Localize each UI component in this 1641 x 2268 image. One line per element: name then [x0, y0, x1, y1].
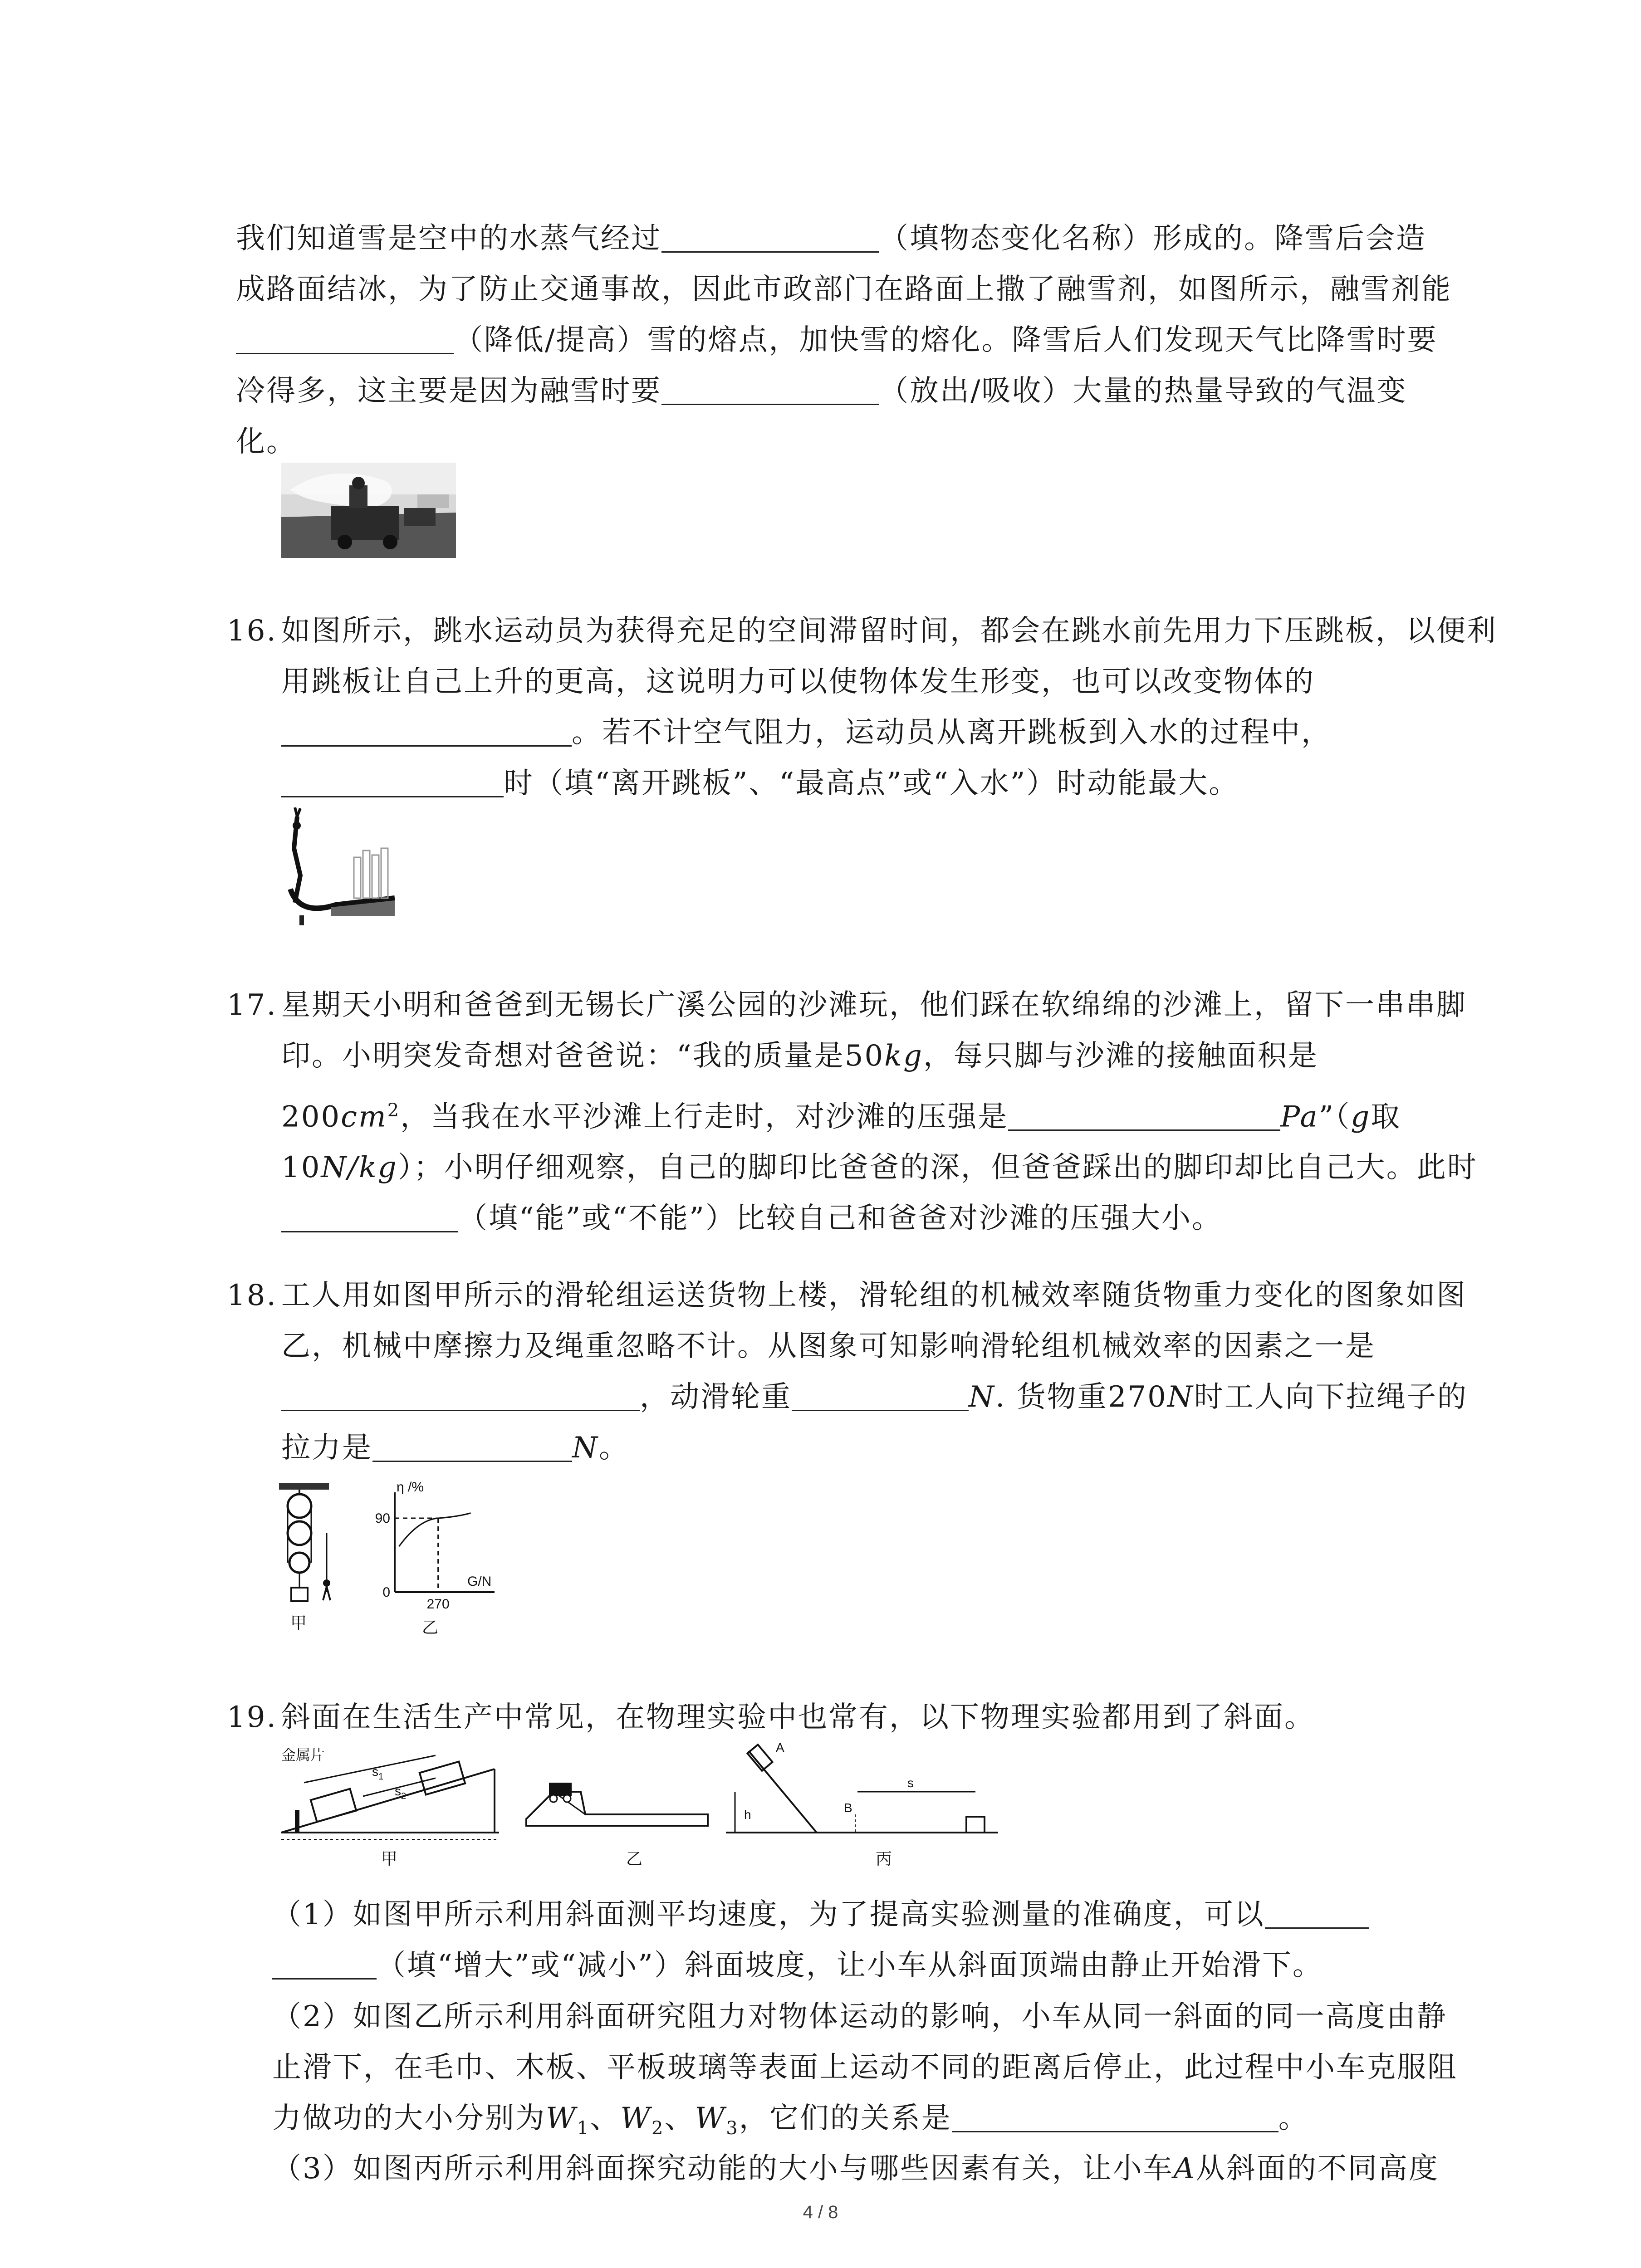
q18-unit-n2: N — [1167, 1380, 1194, 1414]
q19-s2-text-c: 。 — [1278, 2102, 1309, 2135]
q17-text-6: ）；小明仔细观察，自己的脚印比爸爸的深，但爸爸踩出的脚印却比自己大。此时 — [397, 1151, 1478, 1185]
question-number: 17. — [227, 988, 277, 1022]
efficiency-graph — [375, 1480, 495, 1637]
q17-pa: Pa — [1280, 1100, 1319, 1134]
q16-text-3: 时（填“离开跳板”、“最高点”或“入水”）时动能最大。 — [504, 767, 1239, 800]
q19-s2-text-b: ，它们的关系是 — [739, 2102, 952, 2135]
q18-text-1: 工人用如图甲所示的滑轮组运送货物上楼，滑轮组的机械效率随货物重力变化的图象如图乙，机械中摩擦力及绳重忽略不计。从图象可知影响滑轮组机械效率的因素之一是 — [281, 1279, 1467, 1363]
q15-blank-2[interactable] — [236, 317, 454, 354]
w3-sub: 3 — [726, 2117, 739, 2139]
q17-gunit: N/kg — [321, 1151, 398, 1185]
x-tick-270: 270 — [426, 1597, 450, 1612]
incline-yi — [526, 1783, 708, 1868]
q18-blank-3[interactable] — [372, 1424, 572, 1462]
q15-text-1: 我们知道雪是空中的水蒸气经过 — [236, 222, 661, 255]
label-fig-bing: 丙 — [876, 1849, 892, 1868]
q16-text-1: 如图所示，跳水运动员为获得充足的空间滞留时间，都会在跳水前先用力下压跳板，以便利用跳板让自己上升的更高，这说明力可以使物体发生形变，也可以改变物体的 — [281, 614, 1497, 699]
question-15 — [236, 213, 1452, 467]
label-b: B — [844, 1801, 852, 1815]
q18-blank-1[interactable] — [281, 1374, 640, 1411]
label-s1: s — [372, 1765, 378, 1779]
q15-blank-3[interactable] — [661, 367, 879, 405]
question-18 — [227, 1270, 1497, 1473]
q17-blank-2[interactable] — [281, 1195, 458, 1232]
q17-text-4: ”（ — [1318, 1100, 1351, 1134]
q19-blank-1-cont[interactable] — [272, 1942, 377, 1980]
label-s2-sub: 2 — [401, 1791, 407, 1801]
question-number: 16. — [227, 614, 277, 648]
q17-text-5: 取 — [1371, 1100, 1401, 1134]
pulley-efficiency-figure — [272, 1479, 508, 1651]
diver-figure — [281, 807, 404, 925]
q15-blank-1[interactable] — [661, 215, 879, 253]
sep-2: 、 — [664, 2102, 695, 2135]
q17-blank-1[interactable] — [1008, 1093, 1280, 1131]
question-17 — [227, 980, 1497, 1244]
q19-blank-2[interactable] — [952, 2095, 1279, 2132]
label-yi: 乙 — [422, 1618, 439, 1637]
snow-truck-photo — [281, 463, 456, 558]
w3: W — [695, 2102, 726, 2135]
label-metal: 金属片 — [281, 1747, 325, 1763]
label-h: h — [744, 1808, 751, 1822]
q16-blank-1[interactable] — [281, 709, 572, 747]
y-axis-label: η /% — [397, 1480, 424, 1495]
label-fig-yi: 乙 — [626, 1849, 643, 1868]
question-19 — [227, 1692, 1497, 1743]
q15-text-4: （放出/吸收）大量的热量导致的气温变化。 — [236, 374, 1407, 459]
w2-sub: 2 — [652, 2117, 665, 2139]
label-s2: s — [395, 1784, 401, 1798]
q18-text-3: . 货物重 — [995, 1380, 1108, 1414]
q18-unit-n1: N — [969, 1380, 995, 1414]
label-fig-jia: 甲 — [381, 1849, 398, 1868]
question-number: 19. — [227, 1701, 277, 1734]
q17-area-exp: 2 — [387, 1100, 401, 1121]
question-number: 18. — [227, 1279, 277, 1312]
q15-text-3: （降低/提高）雪的熔点，加快雪的熔化。降雪后人们发现天气比降雪时要冷得多，这主要是因为融雪时要 — [236, 323, 1438, 408]
q17-text-1: 星期天小明和爸爸到无锡长广溪公园的沙滩玩，他们踩在软绵绵的沙滩上，留下一串串脚印。小明突发奇想对爸爸说：“我的质量是 — [281, 988, 1467, 1073]
q18-text-4: 时工人向下拉绳子的拉力是 — [281, 1380, 1468, 1465]
incline-bing — [726, 1742, 998, 1868]
q19-s3-text-b: 从斜面的不同高度 — [1195, 2152, 1439, 2185]
q19-s1-text-b: （填“增大”或“减小”）斜面坡度，让小车从斜面顶端由静止开始滑下。 — [377, 1949, 1323, 1982]
page-number: 4 / 8 — [803, 2202, 838, 2222]
q18-weight: 270 — [1107, 1380, 1167, 1414]
q17-mass: 50 — [844, 1039, 885, 1073]
incline-jia — [281, 1747, 499, 1868]
q19-part-2 — [272, 1991, 1461, 2154]
q19-blank-1[interactable] — [1265, 1891, 1369, 1929]
q17-mass-unit: kg — [884, 1039, 923, 1073]
q17-text-2: ，每只脚与沙滩的接触面积是 — [923, 1039, 1318, 1073]
q19-part-3 — [272, 2143, 1461, 2194]
w1-sub: 1 — [577, 2117, 590, 2139]
question-16 — [227, 606, 1497, 809]
q19-s3-text-a: （3）如图丙所示利用斜面探究动能的大小与哪些因素有关，让小车 — [272, 2152, 1174, 2185]
q16-blank-2[interactable] — [281, 760, 504, 797]
q19-intro: 斜面在生活生产中常见，在物理实验中也常有，以下物理实验都用到了斜面。 — [281, 1701, 1315, 1734]
q17-text-3: ，当我在水平沙滩上行走时，对沙滩的压强是 — [400, 1100, 1009, 1134]
q19-s2-text-a: （2）如图乙所示利用斜面研究阻力对物体运动的影响，小车从同一斜面的同一高度由静止滑下，在毛巾、木板、平板玻璃等表面上运动不同的距离后停止，此过程中小车克服阻力做功的大小分别为 — [272, 2000, 1458, 2135]
pulley-diagram — [279, 1483, 330, 1632]
q17-g: g — [1351, 1100, 1371, 1134]
incline-experiments-figure — [272, 1742, 998, 1873]
q19-car-a: A — [1173, 2152, 1196, 2185]
y-tick-90: 90 — [375, 1511, 390, 1526]
q17-gval: 10 — [281, 1151, 321, 1185]
origin-label: 0 — [382, 1585, 390, 1600]
q17-text-7: （填“能”或“不能”）比较自己和爸爸对沙滩的压强大小。 — [458, 1202, 1222, 1236]
q17-area-unit: cm — [341, 1100, 387, 1134]
q19-s1-text-a: （1）如图甲所示利用斜面测平均速度，为了提高实验测量的准确度，可以 — [272, 1898, 1265, 1931]
q19-part-1 — [272, 1889, 1461, 1991]
q17-area: 200 — [281, 1100, 341, 1134]
label-s: s — [907, 1776, 914, 1790]
x-axis-label: G/N — [467, 1574, 492, 1589]
sep-1: 、 — [590, 2102, 621, 2135]
q18-text-5: 。 — [599, 1431, 629, 1465]
q18-unit-n3: N — [572, 1431, 599, 1465]
w1: W — [546, 2102, 577, 2135]
q15-text-2: （填物态变化名称）形成的。降雪后会造成路面结冰，为了防止交通事故，因此市政部门在路面上撒了融雪剂，如图所示，融雪剂能 — [236, 222, 1452, 306]
q16-text-2: 。若不计空气阻力，运动员从离开跳板到入水的过程中， — [572, 716, 1332, 749]
q18-text-2: ，动滑轮重 — [640, 1380, 792, 1414]
label-jia: 甲 — [290, 1613, 307, 1632]
label-a: A — [776, 1742, 784, 1755]
q18-blank-2[interactable] — [792, 1374, 969, 1411]
w2: W — [620, 2102, 652, 2135]
label-s1-sub: 1 — [378, 1772, 384, 1782]
